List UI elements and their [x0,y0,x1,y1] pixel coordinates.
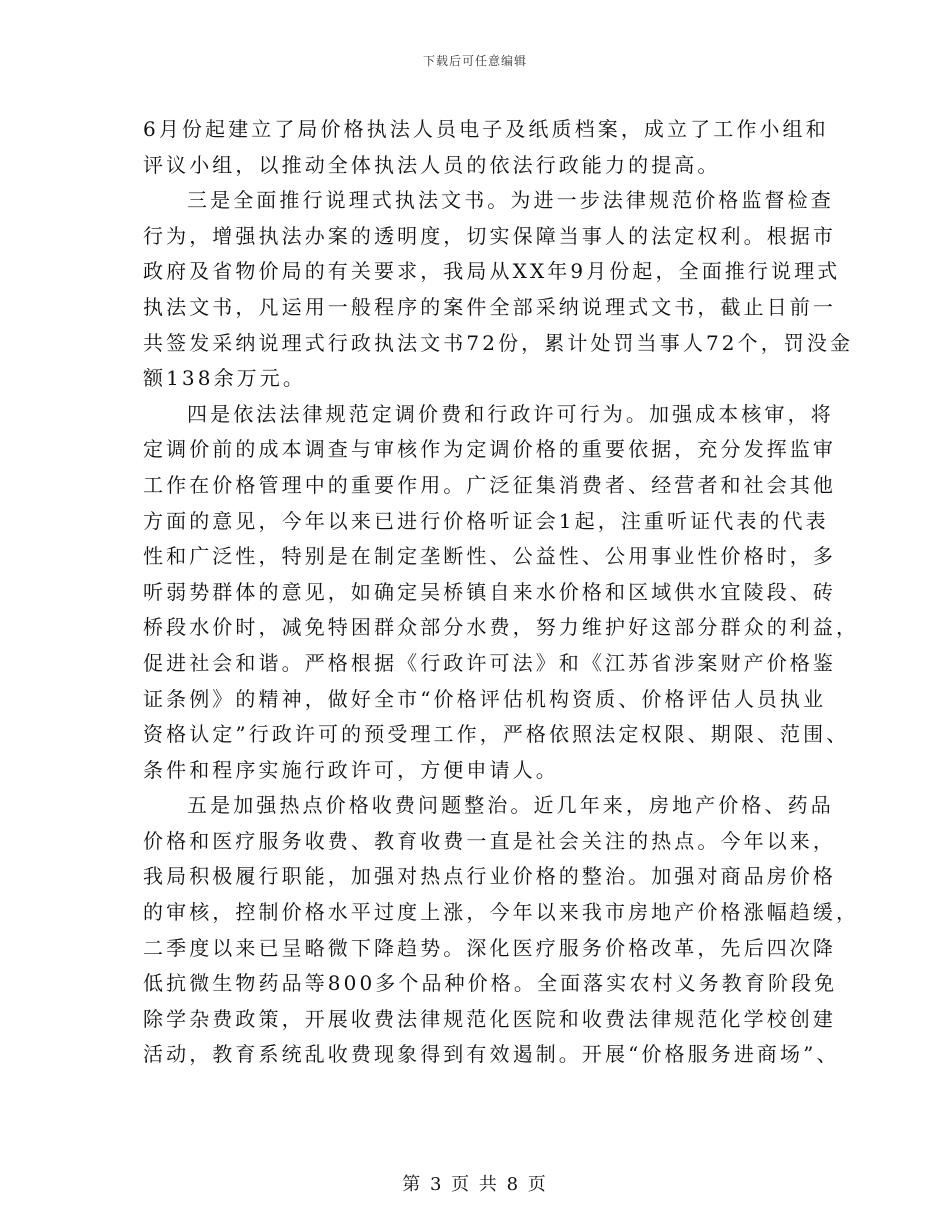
text-line: 执法文书，凡运用一般程序的案件全部采纳说理式文书，截止日前一 [143,294,836,319]
text-line: 听弱势群体的意见，如确定吴桥镇自来水价格和区域供水宜陵段、砖 [143,579,836,604]
text-line: 方面的意见，今年以来已进行价格听证会1起，注重听证代表的代表 [143,508,829,533]
text-line: 证条例》的精神，做好全市“价格评估机构资质、价格评估人员执业 [143,686,827,711]
text-line: 行为，增强执法办案的透明度，切实保障当事人的法定权利。根据市 [143,223,836,248]
text-line: 桥段水价时，减免特困群众部分水费，努力维护好这部分群众的利益， [143,615,860,640]
text-line: 活动，教育系统乱收费现象得到有效遏制。开展“价格服务进商场”、 [143,1042,840,1067]
text-line: 促进社会和谐。严格根据《行政许可法》和《江苏省涉案财产价格鉴 [143,650,836,675]
text-line: 评议小组，以推动全体执法人员的依法行政能力的提高。 [143,152,721,177]
text-line: 定调价前的成本调查与审核作为定调价格的重要依据，充分发挥监审 [143,437,836,462]
text-line: 低抗微生物药品等800多个品种价格。全面落实农村义务教育阶段免 [143,971,838,996]
text-line: 条件和程序实施行政许可，方便申请人。 [143,757,559,782]
paragraph-start-line: 五是加强热点价格收费问题整治。近几年来，房地产价格、药品 [187,793,834,818]
text-line: 工作在价格管理中的重要作用。广泛征集消费者、经营者和社会其他 [143,472,836,497]
document-body [143,112,860,1073]
paragraph-start-line: 四是依法法律规范定调价费和行政许可行为。加强成本核审，将 [187,401,834,426]
text-line: 价格和医疗服务收费、教育收费一直是社会关注的热点。今年以来， [143,828,836,853]
page-header-note: 下载后可任意编辑 [422,54,527,68]
text-line: 额138余万元。 [143,366,306,391]
text-line: 6月份起建立了局价格执法人员电子及纸质档案，成立了工作小组和 [143,117,829,141]
text-line: 政府及省物价局的有关要求，我局从XX年9月份起，全面推行说理式 [143,259,841,284]
paragraph-start-line: 三是全面推行说理式执法文书。为进一步法律规范价格监督检查 [187,188,834,213]
text-line: 资格认定”行政许可的预受理工作，严格依照法定权限、期限、范围、 [143,722,850,747]
text-line: 共签发采纳说理式行政执法文书72份，累计处罚当事人72个，罚没金 [143,330,854,355]
page-number-footer: 第 3 页 共 8 页 [402,1174,548,1195]
text-line: 二季度以来已呈略微下降趋势。深化医疗服务价格改革，先后四次降 [143,935,836,960]
text-line: 我局积极履行职能，加强对热点行业价格的整治。加强对商品房价格 [143,864,836,889]
text-line: 性和广泛性，特别是在制定垄断性、公益性、公用事业性价格时，多 [143,544,836,569]
text-line: 的审核，控制价格水平过度上涨，今年以来我市房地产价格涨幅趋缓， [143,900,860,925]
text-line: 除学杂费政策，开展收费法律规范化医院和收费法律规范化学校创建 [143,1006,836,1031]
